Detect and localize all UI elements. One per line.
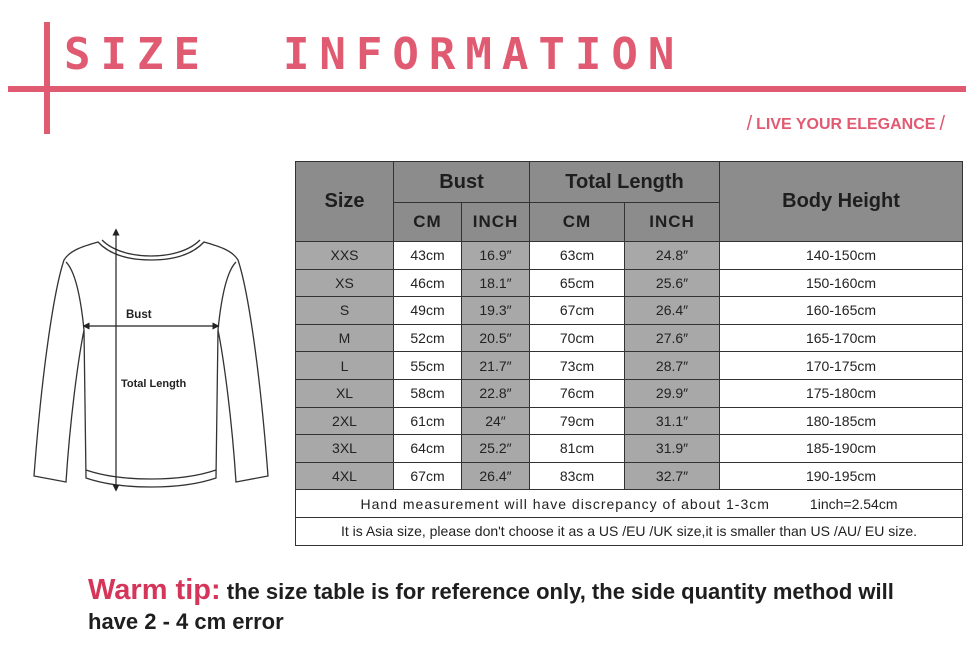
header-bust: Bust xyxy=(394,162,530,203)
measurement-note-text: Hand measurement will have discrepancy of about 1-3cm xyxy=(360,495,770,512)
bust-cm-cell: 46cm xyxy=(394,269,462,297)
table-row xyxy=(296,324,963,352)
size-cell: 4XL xyxy=(296,462,394,490)
height-cell: 150-160cm xyxy=(720,269,963,297)
note-row xyxy=(296,517,963,545)
warm-tip-label: Warm tip: xyxy=(88,574,221,606)
table-row xyxy=(296,297,963,325)
height-cell: 185-190cm xyxy=(720,435,963,463)
header-size: Size xyxy=(296,162,394,242)
bust-inch-cell: 25.2″ xyxy=(462,435,530,463)
length-cm-cell: 63cm xyxy=(530,242,625,270)
conversion-note: 1inch=2.54cm xyxy=(809,495,898,512)
table-row xyxy=(296,269,963,297)
length-inch-cell: 26.4″ xyxy=(625,297,720,325)
length-cm-cell: 79cm xyxy=(530,407,625,435)
height-cell: 170-175cm xyxy=(720,352,963,380)
length-cm-cell: 76cm xyxy=(530,379,625,407)
bust-inch-cell: 22.8″ xyxy=(462,379,530,407)
note-row xyxy=(296,490,963,518)
height-cell: 175-180cm xyxy=(720,379,963,407)
table-row xyxy=(296,435,963,463)
length-inch-cell: 25.6″ xyxy=(625,269,720,297)
length-cm-cell: 73cm xyxy=(530,352,625,380)
size-cell: M xyxy=(296,324,394,352)
bust-cm-cell: 67cm xyxy=(394,462,462,490)
table-row xyxy=(296,352,963,380)
asia-size-note: It is Asia size, please don't choose it as a US /EU /UK size,it is smaller than US /AU/ EU size. xyxy=(296,517,963,545)
length-cm-cell: 83cm xyxy=(530,462,625,490)
bust-cm-cell: 64cm xyxy=(394,435,462,463)
table-row xyxy=(296,462,963,490)
bust-inch-cell: 24″ xyxy=(462,407,530,435)
bust-cm-cell: 61cm xyxy=(394,407,462,435)
shirt-outline-icon xyxy=(34,240,268,487)
tagline-text: LIVE YOUR ELEGANCE xyxy=(756,115,936,133)
header-length-cm: CM xyxy=(530,203,625,242)
bust-cm-cell: 58cm xyxy=(394,379,462,407)
table-row xyxy=(296,242,963,270)
bust-inch-cell: 20.5″ xyxy=(462,324,530,352)
size-table xyxy=(295,161,963,546)
header-horizontal-bar xyxy=(8,86,966,92)
page-title: SIZE INFORMATION xyxy=(64,29,685,80)
bust-label: Bust xyxy=(126,309,152,321)
size-cell: XS xyxy=(296,269,394,297)
length-label: Total Length xyxy=(121,378,187,390)
slash-left-icon: / xyxy=(746,113,753,135)
length-inch-cell: 32.7″ xyxy=(625,462,720,490)
length-cm-cell: 70cm xyxy=(530,324,625,352)
size-cell: 3XL xyxy=(296,435,394,463)
length-cm-cell: 67cm xyxy=(530,297,625,325)
bust-inch-cell: 21.7″ xyxy=(462,352,530,380)
bust-inch-cell: 16.9″ xyxy=(462,242,530,270)
bust-inch-cell: 19.3″ xyxy=(462,297,530,325)
bust-cm-cell: 43cm xyxy=(394,242,462,270)
header-body-height: Body Height xyxy=(720,162,963,242)
bust-inch-cell: 18.1″ xyxy=(462,269,530,297)
size-cell: XXS xyxy=(296,242,394,270)
header-length-inch: INCH xyxy=(625,203,720,242)
bust-cm-cell: 49cm xyxy=(394,297,462,325)
length-inch-cell: 28.7″ xyxy=(625,352,720,380)
size-cell: XL xyxy=(296,379,394,407)
table-row xyxy=(296,379,963,407)
header-bust-inch: INCH xyxy=(462,203,530,242)
header-vertical-bar xyxy=(44,22,50,134)
length-inch-cell: 24.8″ xyxy=(625,242,720,270)
table-row xyxy=(296,407,963,435)
tagline xyxy=(747,113,945,136)
bust-inch-cell: 26.4″ xyxy=(462,462,530,490)
length-inch-cell: 31.9″ xyxy=(625,435,720,463)
warm-tip-text: the size table is for reference only, the side quantity method will have 2 - 4 cm error xyxy=(88,579,894,634)
height-cell: 180-185cm xyxy=(720,407,963,435)
warm-tip xyxy=(88,575,948,637)
bust-cm-cell: 52cm xyxy=(394,324,462,352)
height-cell: 165-170cm xyxy=(720,324,963,352)
shirt-diagram xyxy=(26,220,276,500)
size-cell: 2XL xyxy=(296,407,394,435)
bust-cm-cell: 55cm xyxy=(394,352,462,380)
length-inch-cell: 31.1″ xyxy=(625,407,720,435)
header-bust-cm: CM xyxy=(394,203,462,242)
slash-right-icon: / xyxy=(939,113,945,135)
height-cell: 140-150cm xyxy=(720,242,963,270)
measurement-note xyxy=(296,490,963,518)
length-inch-cell: 27.6″ xyxy=(625,324,720,352)
header-total-length: Total Length xyxy=(530,162,720,203)
length-cm-cell: 65cm xyxy=(530,269,625,297)
size-cell: S xyxy=(296,297,394,325)
length-cm-cell: 81cm xyxy=(530,435,625,463)
height-cell: 160-165cm xyxy=(720,297,963,325)
length-inch-cell: 29.9″ xyxy=(625,379,720,407)
size-cell: L xyxy=(296,352,394,380)
height-cell: 190-195cm xyxy=(720,462,963,490)
